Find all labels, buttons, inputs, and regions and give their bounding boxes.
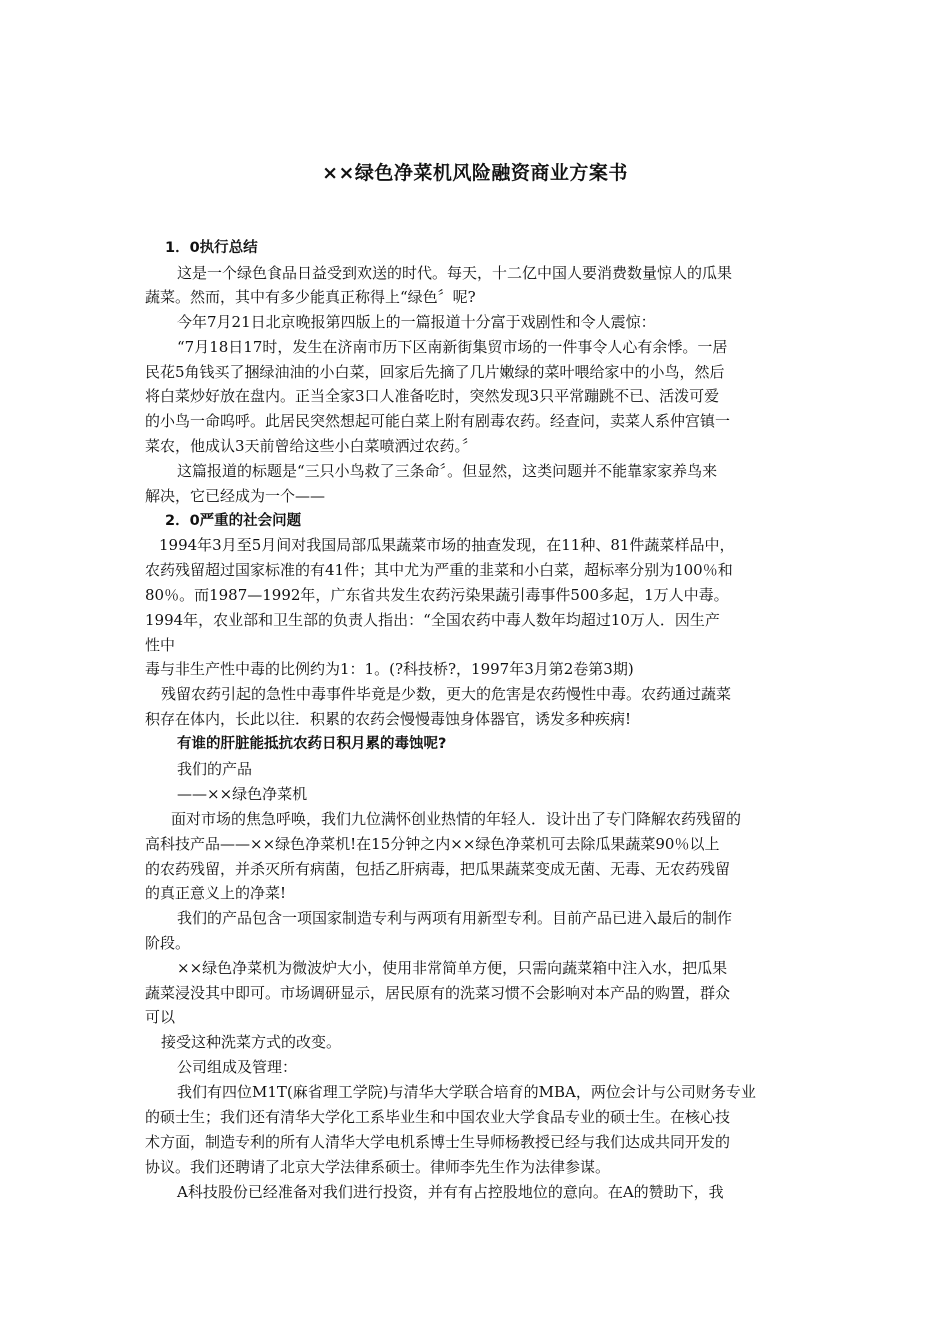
paragraph-line: 农药残留超过国家标准的有41件；其中尤为严重的韭菜和小白菜，超标率分别为100％和 [145,561,733,579]
paragraph-line: 这篇报道的标题是“三只小鸟救了三条命〞。但显然，这类问题并不能靠家家养鸟来 [177,462,718,480]
paragraph-line: 我们有四位M1T(麻省理工学院)与清华大学联合培育的MBA，两位会计与公司财务专业 [177,1083,756,1101]
paragraph-line: 今年7月21日北京晚报第四版上的一篇报道十分富于戏剧性和令人震惊： [177,313,656,331]
paragraph-line: 术方面，制造专利的所有人清华大学电机系博士生导师杨教授已经与我们达成共同开发的 [145,1133,731,1151]
subheading-our-product: 我们的产品 [177,760,253,778]
paragraph-line: 可以 [145,1008,176,1026]
paragraph-line: 的真正意义上的净菜! [145,884,287,902]
section-heading-social-problem: 2．0严重的社会问题 [165,513,302,529]
paragraph-line: 1994年，农业部和卫生部的负责人指出：“全国农药中毒人数年均超过10万人．因生产 [145,611,720,629]
paragraph-line: 积存在体内，长此以往．积累的农药会慢慢毒蚀身体器官，诱发多种疾病! [145,710,632,728]
paragraph-line: 毒与非生产性中毒的比例约为1：1。(?科技桥?，1997年3月第2卷第3期) [145,660,634,678]
paragraph-line: 这是一个绿色食品日益受到欢送的时代。每天，十二亿中国人要消费数量惊人的瓜果 [177,264,733,282]
paragraph-line: 接受这种洗菜方式的改变。 [161,1033,342,1051]
subheading-company-management: 公司组成及管理： [177,1058,298,1076]
product-name-line: ——××绿色净菜机 [177,785,308,803]
paragraph-line: 高科技产品——××绿色净菜机!在15分钟之内××绿色净菜机可去除瓜果蔬菜90％以上 [145,835,720,853]
quote-line: “7月18日17时，发生在济南市历下区南新街集贸市场的一件事令人心有余悸。一居 [177,338,728,356]
paragraph-line: 蔬菜。然而，其中有多少能真正称得上“绿色〞呢? [145,288,476,306]
quote-line: 民花5角钱买了捆绿油油的小白菜，回家后先摘了几片嫩绿的菜叶喂给家中的小鸟，然后 [145,363,725,381]
emphasis-question: 有谁的肝脏能抵抗农药日积月累的毒蚀呢? [177,736,447,752]
paragraph-line: 解决，它已经成为一个—— [145,487,326,505]
paragraph-line: ××绿色净菜机为微波炉大小，使用非常简单方便，只需向蔬菜箱中注入水，把瓜果 [177,959,728,977]
paragraph-line: 我们的产品包含一项国家制造专利与两项有用新型专利。目前产品已进入最后的制作 [177,909,733,927]
section-heading-executive-summary: 1．0执行总结 [165,240,258,256]
paragraph-line: A科技股份已经准备对我们进行投资，并有有占控股地位的意向。在A的赞助下，我 [177,1183,724,1201]
paragraph-line: 80％。而1987—1992年，广东省共发生农药污染果蔬引毒事件500多起，1万人中毒。 [145,586,729,604]
paragraph-line: 协议。我们还聘请了北京大学法律系硕士。律师李先生作为法律参谋。 [145,1158,611,1176]
quote-line: 的小鸟一命呜呼。此居民突然想起可能白菜上附有剧毒农药。经查问，卖菜人系仲宫镇一 [145,412,731,430]
paragraph-line: 1994年3月至5月间对我国局部瓜果蔬菜市场的抽查发现，在11种、81件蔬菜样品中， [159,536,735,554]
paragraph-line: 阶段。 [145,934,191,952]
paragraph-line: 的农药残留，并杀灭所有病菌，包括乙肝病毒，把瓜果蔬菜变成无菌、无毒、无农药残留 [145,860,731,878]
quote-line: 将白菜炒好放在盘内。正当全家3口人准备吃时，突然发现3只平常蹦跳不已、活泼可爱 [145,387,720,405]
paragraph-line: 面对市场的焦急呼唤，我们九位满怀创业热情的年轻人．设计出了专门降解农药残留的 [171,810,742,828]
document-title: ××绿色净菜机风险融资商业方案书 [322,162,628,184]
quote-line: 菜农，他成认3天前曾给这些小白菜喷洒过农药。〞 [145,437,478,455]
paragraph-line: 性中 [145,636,176,654]
paragraph-line: 蔬菜浸没其中即可。市场调研显示，居民原有的洗菜习惯不会影响对本产品的购置，群众 [145,984,731,1002]
paragraph-line: 残留农药引起的急性中毒事件毕竟是少数，更大的危害是农药慢性中毒。农药通过蔬菜 [161,685,732,703]
paragraph-line: 的硕士生；我们还有清华大学化工系毕业生和中国农业大学食品专业的硕士生。在核心技 [145,1108,731,1126]
